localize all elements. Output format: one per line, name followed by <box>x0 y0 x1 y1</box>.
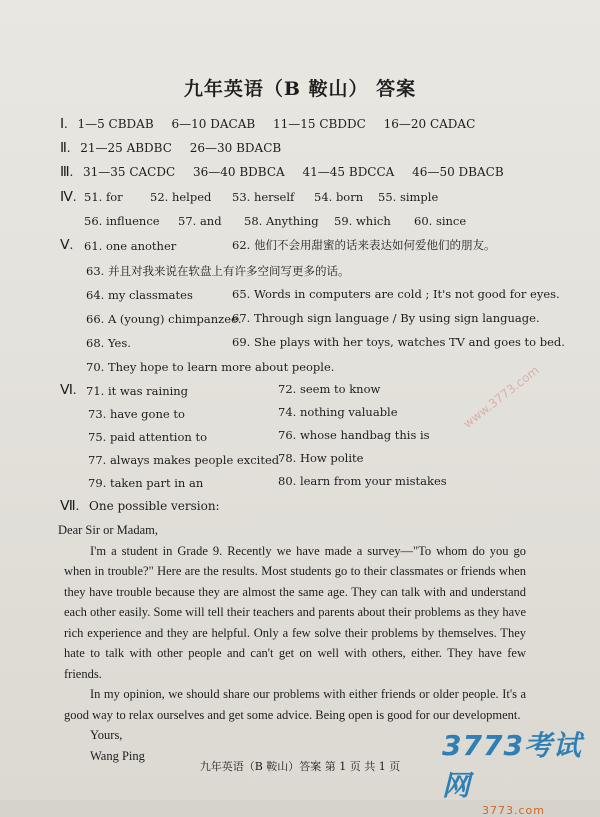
answer-group: 6—10 DACAB <box>171 117 256 131</box>
answer-60: 60. since <box>414 214 467 228</box>
section-1 <box>60 116 489 133</box>
section-7 <box>60 498 220 515</box>
essay-paragraph-1: I'm a student in Grade 9. Recently we have made a survey—"To whom do you go when in trouble?" Here are the results. Most students go to their classmates or friends when they have trouble because they are almost the same age. They can talk with and understand each other easily. Some will tell their teachers and parents about their problems as they have rich experience and they are helpful. Only a few solve their problems by themselves. They hate to talk with other people and can't get on well with others, either. They have few friends. <box>64 543 526 681</box>
answer-80: 80. learn from your mistakes <box>278 474 447 488</box>
answer-group: 1—5 CBDAB <box>77 117 154 131</box>
answer-52: 52. helped <box>150 190 212 204</box>
page-footer: 九年英语（B 鞍山）答案 第 1 页 共 1 页 <box>199 760 401 773</box>
answer-65: 65. Words in computers are cold ; It's not good for eyes. <box>232 287 560 301</box>
answer-group: 11—15 CBDDC <box>273 117 366 131</box>
section-1-label: Ⅰ. <box>60 117 68 132</box>
section-4-label: Ⅳ. <box>60 190 77 205</box>
section-2 <box>60 140 295 157</box>
answer-62: 62. 他们不会用甜蜜的话来表达如何爱他们的朋友。 <box>232 238 496 252</box>
answer-79: 79. taken part in an <box>88 476 204 490</box>
answer-78: 78. How polite <box>278 451 364 465</box>
answer-75: 75. paid attention to <box>88 430 207 444</box>
answer-51: 51. for <box>84 190 123 204</box>
section-4-row-1 <box>60 189 82 206</box>
answer-58: 58. Anything <box>244 214 319 228</box>
answer-70: 70. They hope to learn more about people. <box>86 360 335 374</box>
section-3-label: Ⅲ. <box>60 165 74 180</box>
answer-76: 76. whose handbag this is <box>278 428 430 442</box>
answer-64: 64. my classmates <box>86 288 193 302</box>
section-2-label: Ⅱ. <box>60 141 71 156</box>
page-title: 九年英语（B 鞍山） 答案 <box>183 78 417 100</box>
answer-63: 63. 并且对我来说在软盘上有许多空间写更多的话。 <box>86 264 350 278</box>
section-5 <box>60 237 79 254</box>
answer-group: 46—50 DBACB <box>412 165 504 179</box>
answer-group: 26—30 BDACB <box>189 141 282 155</box>
answer-77: 77. always makes people excited <box>88 453 280 467</box>
essay-signature: Wang Ping <box>90 748 145 763</box>
essay-paragraph-2: In my opinion, we should share our problems with either friends or older people. It's a good way to relax ourselves and get some advice. Being open is good for our development. <box>64 687 526 722</box>
answer-group: 31—35 CACDC <box>82 165 176 179</box>
watermark: www.3773.com <box>460 363 542 431</box>
answer-55: 55. simple <box>378 190 439 204</box>
answer-72: 72. seem to know <box>278 382 381 396</box>
section-6 <box>60 382 82 399</box>
answer-59: 59. which <box>334 214 391 228</box>
site-logo <box>442 724 592 817</box>
logo-domain: 3773.com <box>482 804 545 817</box>
section-5-label: Ⅴ. <box>60 238 74 253</box>
essay-salutation: Dear Sir or Madam, <box>58 523 158 537</box>
answer-71: 71. it was raining <box>86 384 189 398</box>
answer-group: 21—25 ABDBC <box>80 141 172 155</box>
answer-57: 57. and <box>178 214 222 228</box>
answer-56: 56. influence <box>84 214 160 228</box>
answer-73: 73. have gone to <box>88 407 185 421</box>
essay-closing: Yours, <box>90 728 123 742</box>
answer-74: 74. nothing valuable <box>278 405 398 419</box>
section-6-label: Ⅵ. <box>60 383 77 398</box>
answer-54: 54. born <box>314 190 364 204</box>
essay-intro: One possible version: <box>89 499 220 513</box>
answer-group: 41—45 BDCCA <box>302 165 395 179</box>
answer-53: 53. herself <box>232 190 295 204</box>
section-3 <box>60 164 518 181</box>
logo-text: 3773考试网 <box>442 729 582 802</box>
answer-68: 68. Yes. <box>86 336 131 350</box>
answer-66: 66. A (young) chimpanzee. <box>86 312 242 326</box>
answer-group: 16—20 CADAC <box>383 117 476 131</box>
answer-61: 61. one another <box>84 239 177 253</box>
answer-69: 69. She plays with her toys, watches TV and goes to bed. <box>232 335 565 349</box>
answer-group: 36—40 BDBCA <box>193 165 285 179</box>
answer-67: 67. Through sign language / By using sign language. <box>232 311 540 325</box>
section-7-label: Ⅶ. <box>60 499 80 514</box>
